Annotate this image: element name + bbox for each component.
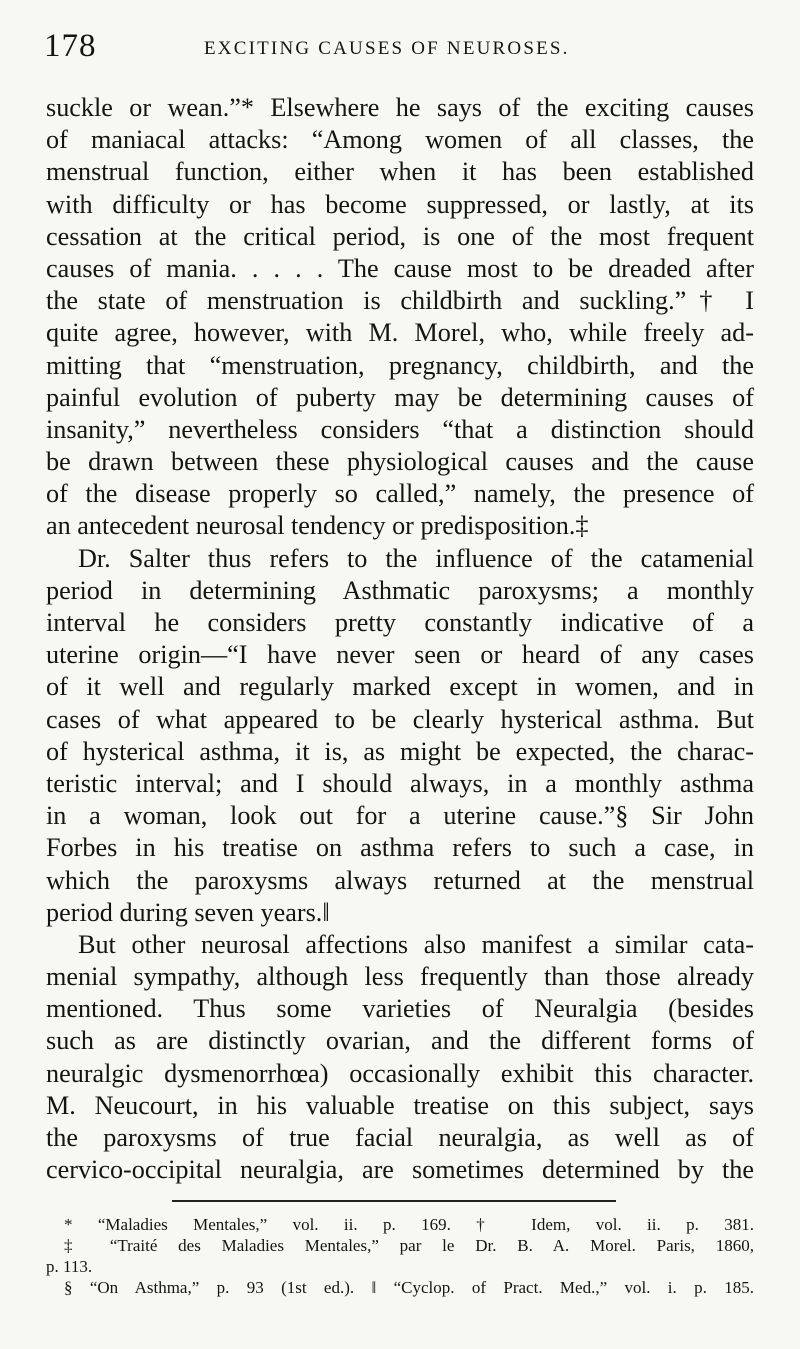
text-line: menstrual function, either when it has been established <box>46 157 754 187</box>
text-line: the paroxysms of true facial neuralgia, as well as of <box>46 1123 754 1152</box>
text-line: uterine origin—“I have never seen or heard of any cases <box>46 640 754 670</box>
text-line: interval he considers pretty constantly indicative of a <box>46 608 754 637</box>
text-line: with difficulty or has become suppressed, or lastly, at its <box>46 189 754 219</box>
text-line: quite agree, however, with M. Morel, who, while freely ad- <box>46 318 754 348</box>
text-line: which the paroxysms always returned at the menstrual <box>46 865 754 895</box>
text-line: Forbes in his treatise on asthma refers to such a case, in <box>46 833 754 863</box>
text-line: causes of mania. . . . . The cause most to be dreaded after <box>46 253 754 283</box>
text-line: cervico-occipital neuralgia, are sometimes determined by the <box>46 1155 754 1185</box>
footnote-line: ‡ “Traité des Maladies Mentales,” par le Dr. B. A. Morel. Paris, 1860, <box>64 1236 754 1255</box>
paragraph-start-line: But other neurosal affections also manifest a similar cata- <box>78 929 754 959</box>
text-line: mentioned. Thus some varieties of Neuralgia (besides <box>46 994 754 1024</box>
footnote-line: p. 113. <box>46 1257 93 1276</box>
footnotes <box>46 1214 754 1298</box>
text-line: teristic interval; and I should always, in a monthly asthma <box>46 768 754 798</box>
text-line: cases of what appeared to be clearly hysterical asthma. But <box>46 704 754 734</box>
text-line: painful evolution of puberty may be determining causes of <box>46 382 754 412</box>
text-line: of hysterical asthma, it is, as might be expected, the charac- <box>46 736 754 766</box>
text-line: M. Neucourt, in his valuable treatise on this subject, says <box>46 1090 754 1120</box>
footnote-divider <box>172 1200 616 1202</box>
footnote-line: § “On Asthma,” p. 93 (1st ed.). ‖ “Cyclop. of Pract. Med.,” vol. i. p. 185. <box>64 1278 754 1297</box>
text-line: be drawn between these physiological causes and the cause <box>46 447 754 477</box>
text-line: such as are distinctly ovarian, and the different forms of <box>46 1026 754 1056</box>
text-line: in a woman, look out for a uterine cause.”§ Sir John <box>46 801 754 831</box>
page-number: 178 <box>44 28 97 64</box>
paragraph-start-line: Dr. Salter thus refers to the influence of the catamenial <box>78 543 754 573</box>
text-line: the state of menstruation is childbirth and suckling.”† I <box>46 286 754 316</box>
text-line: period during seven years.‖ <box>46 897 330 927</box>
text-line: neuralgic dysmenorrhœa) occasionally exhibit this character. <box>46 1058 754 1088</box>
text-line: menial sympathy, although less frequently than those already <box>46 962 754 992</box>
text-line: insanity,” nevertheless considers “that a distinction should <box>46 414 754 444</box>
text-line: period in determining Asthmatic paroxysms; a monthly <box>46 575 754 605</box>
text-line: suckle or wean.”* Elsewhere he says of the exciting causes <box>46 93 754 122</box>
page-header <box>44 28 760 68</box>
text-line: of the disease properly so called,” namely, the presence of <box>46 479 754 509</box>
footnote-line: * “Maladies Mentales,” vol. ii. p. 169. † Idem, vol. ii. p. 381. <box>64 1215 754 1234</box>
text-line: cessation at the critical period, is one of the most frequent <box>46 221 754 251</box>
body-text <box>46 92 754 1186</box>
text-line: of maniacal attacks: “Among women of all classes, the <box>46 125 754 155</box>
text-line: an antecedent neurosal tendency or predisposition.‡ <box>46 511 589 541</box>
text-line: mitting that “menstruation, pregnancy, childbirth, and the <box>46 350 754 380</box>
running-title: EXCITING CAUSES OF NEUROSES. <box>204 38 570 59</box>
text-line: of it well and regularly marked except in women, and in <box>46 672 754 702</box>
